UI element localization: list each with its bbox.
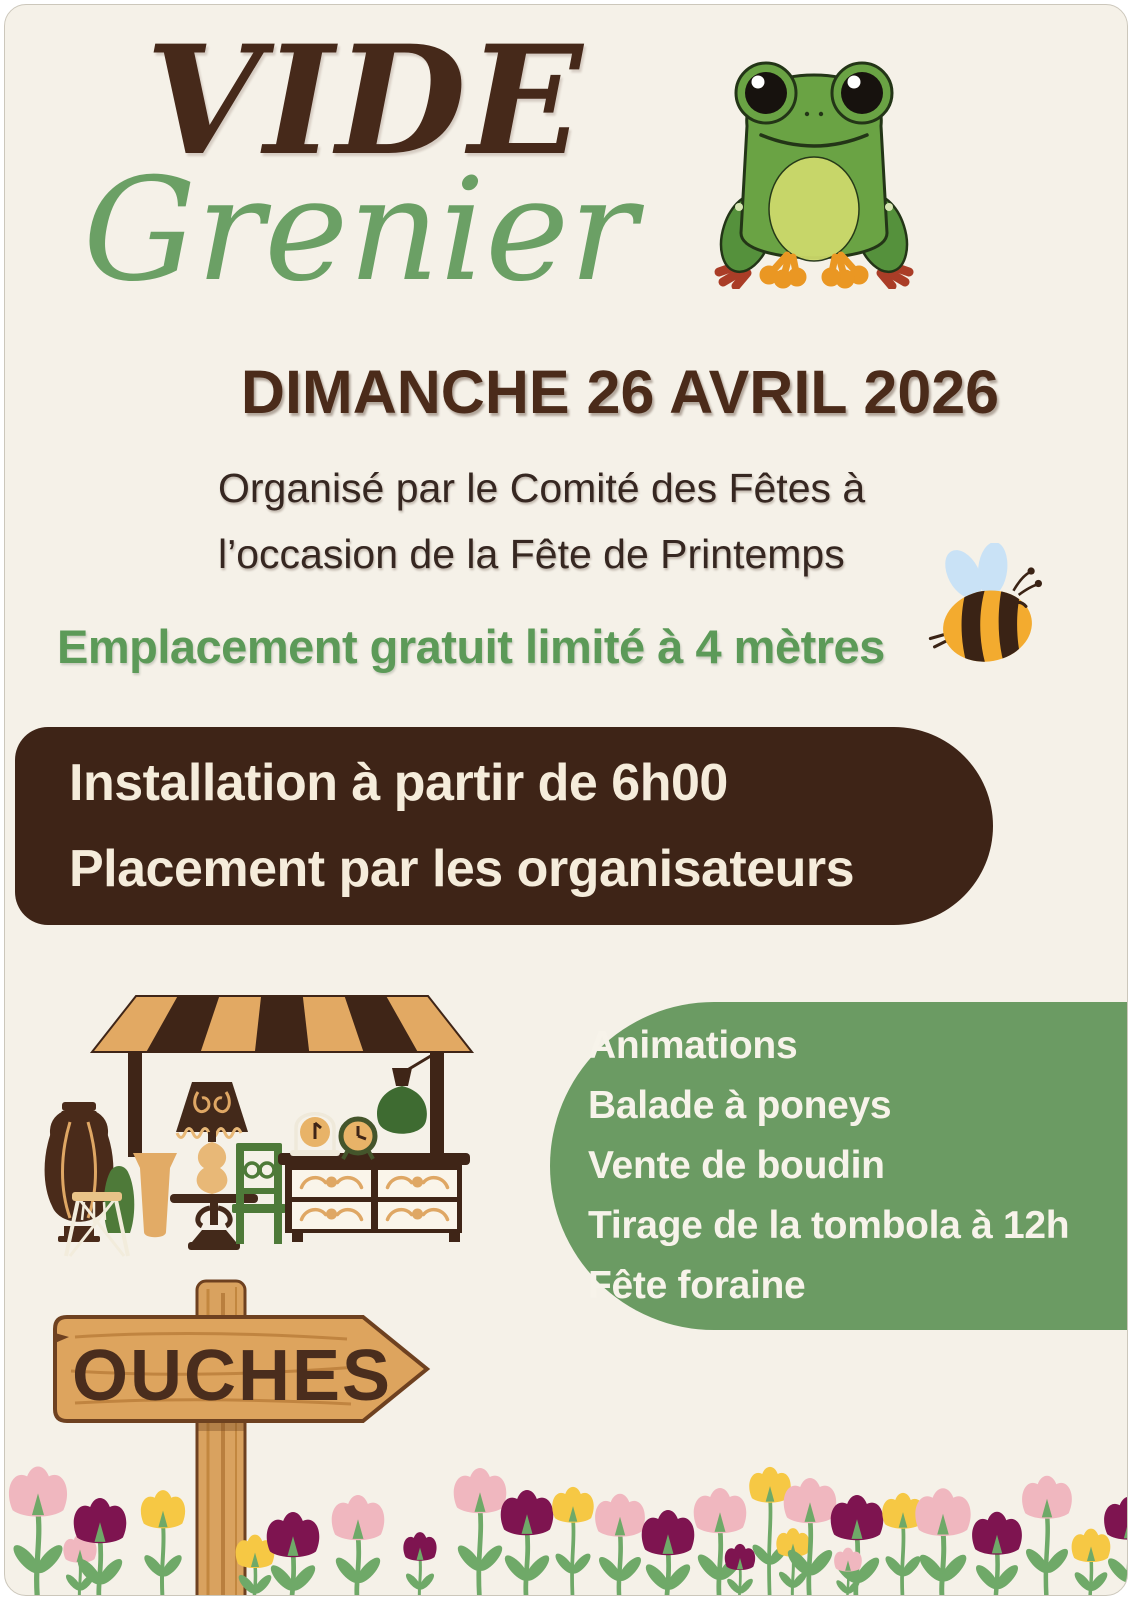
info-box xyxy=(15,727,993,925)
date-heading: DIMANCHE 26 AVRIL 2026 xyxy=(240,358,1000,426)
activity-item: Animations xyxy=(588,1024,798,1067)
alarm-clock xyxy=(341,1119,375,1159)
activity-item: Balade à poneys xyxy=(588,1084,892,1127)
activities-box xyxy=(550,1002,1128,1330)
activity-item: Tirage de la tombola à 12h xyxy=(588,1204,1070,1247)
sign-label: OUCHES xyxy=(71,1336,393,1416)
dresser xyxy=(278,1153,470,1242)
poster xyxy=(4,4,1128,1596)
stall-left-post xyxy=(128,1052,142,1157)
title-line1: VIDE xyxy=(145,13,585,189)
activity-item: Fête foraine xyxy=(588,1264,806,1307)
brocante-stall-illustration xyxy=(40,990,495,1268)
info-line2: Placement par les organisateurs xyxy=(69,840,855,898)
frog-illustration xyxy=(708,51,920,289)
stall-right-post xyxy=(430,1052,444,1156)
tan-pedestal-vase xyxy=(133,1153,177,1237)
amphora-vase xyxy=(45,1102,114,1242)
bee-illustration xyxy=(920,543,1055,678)
hanging-gourd xyxy=(377,1054,434,1134)
dome-clock xyxy=(290,1114,340,1156)
flower-border-illustration xyxy=(5,1433,1128,1596)
green-chair xyxy=(232,1143,286,1244)
title-line2: Grenier xyxy=(82,148,638,313)
info-line1: Installation à partir de 6h00 xyxy=(69,754,728,812)
organizer-line1: Organisé par le Comité des Fêtes à xyxy=(218,465,866,511)
organizer-line2: l’occasion de la Fête de Printemps xyxy=(218,531,845,577)
stall-awning xyxy=(92,996,472,1052)
pitch-banner: Emplacement gratuit limité à 4 mètres xyxy=(57,620,885,673)
activity-item: Vente de boudin xyxy=(588,1144,885,1187)
